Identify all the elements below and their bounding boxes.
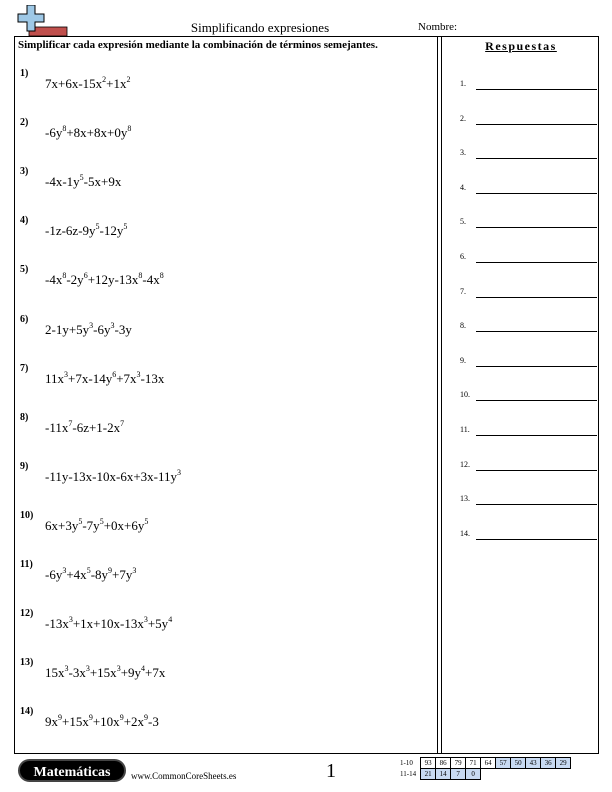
score-cell: 71: [466, 758, 481, 769]
worksheet-title: Simplificando expresiones: [190, 20, 330, 35]
problem-number: 10): [20, 509, 34, 521]
problem-expression: $-6y^8+8x+8x+0y^8$: [45, 124, 132, 141]
answer-blank[interactable]: [476, 89, 597, 90]
answer-line[interactable]: [460, 252, 597, 270]
answer-blank[interactable]: [476, 539, 597, 540]
answer-line[interactable]: [460, 390, 597, 408]
problem-number: 8): [20, 411, 29, 423]
subject-badge: Matemáticas: [18, 759, 126, 782]
answer-number: 1.: [460, 79, 466, 88]
answer-number: 13.: [460, 494, 470, 504]
answer-number: 7.: [460, 286, 466, 296]
score-cell: 29: [556, 758, 571, 769]
problem-expression: $-11x^7-6z+1-2x^7$: [45, 418, 125, 435]
problem-number: 7): [20, 362, 29, 374]
problem-expression: $-1z-6z-9y^5-12y^5$: [45, 222, 128, 239]
answers-heading: Respuestas: [485, 39, 557, 53]
problem-number: 3): [20, 166, 29, 178]
score-cell: 64: [481, 758, 496, 769]
score-cell: 57: [496, 758, 511, 769]
problem-number: 4): [20, 215, 29, 227]
answer-line[interactable]: [460, 425, 597, 443]
answer-number: 10.: [460, 390, 470, 400]
answer-line[interactable]: [460, 182, 597, 201]
problem-expression: $2-1y+5y^3-6y^3-3y$: [45, 320, 132, 337]
problem-expression: $-11y-13x-10x-6x+3x-11y^3$: [45, 467, 182, 484]
column-divider: [437, 36, 442, 754]
answer-line[interactable]: [460, 148, 597, 166]
answer-number: 12.: [460, 459, 470, 469]
answer-line[interactable]: [460, 494, 597, 512]
problem-expression: $-4x-1y^5-5x+9x$: [45, 173, 122, 190]
answer-blank[interactable]: [476, 366, 597, 367]
problem-number: 12): [20, 608, 34, 620]
answer-blank[interactable]: [476, 297, 597, 298]
score-cell: 79: [451, 758, 466, 769]
problem-number: 9): [20, 460, 29, 472]
answer-blank[interactable]: [476, 227, 597, 228]
answer-number: 6.: [460, 252, 466, 261]
answer-line[interactable]: [460, 355, 597, 374]
score-cell: 21: [421, 769, 436, 780]
answer-blank[interactable]: [476, 331, 597, 332]
score-row: [398, 758, 571, 769]
score-range-label: 11-14: [400, 770, 417, 778]
answer-line[interactable]: [460, 321, 597, 339]
answer-blank[interactable]: [476, 504, 597, 505]
answer-line[interactable]: [460, 113, 597, 132]
answer-blank[interactable]: [476, 470, 597, 471]
problem-expression: $15x^3-3x^3+15x^3+9y^4+7x$: [45, 664, 166, 681]
answer-blank[interactable]: [476, 158, 597, 159]
score-row: [398, 769, 571, 780]
name-label: Nombre:: [418, 21, 458, 33]
score-cell: 14: [436, 769, 451, 780]
answer-number: 3.: [460, 148, 466, 158]
answer-blank[interactable]: [476, 193, 597, 194]
score-cell: 50: [511, 758, 526, 769]
score-cell: 7: [451, 769, 466, 780]
answer-number: 9.: [460, 355, 466, 365]
answer-number: 8.: [460, 321, 466, 331]
problem-expression: $-6y^3+4x^5-8y^9+7y^3$: [45, 566, 137, 582]
problem-expression: $6x+3y^5-7y^5+0x+6y^5$: [45, 516, 149, 533]
problem-expression: $11x^3+7x-14y^6+7x^3-13x$: [45, 369, 165, 386]
problem-number: 14): [20, 706, 34, 718]
answer-line[interactable]: [460, 286, 597, 305]
answer-blank[interactable]: [476, 400, 597, 401]
answer-number: 2.: [460, 113, 466, 123]
problem-expression: $7x+6x-15x^2+1x^2$: [45, 75, 131, 91]
answer-blank[interactable]: [476, 124, 597, 125]
score-table: [398, 757, 571, 780]
answer-number: 4.: [460, 182, 466, 192]
problem-number: 5): [20, 264, 29, 276]
answer-line[interactable]: [460, 528, 597, 547]
site-url: www.CommonCoreSheets.es: [131, 771, 237, 781]
problem-number: 2): [20, 117, 29, 129]
instructions: Simplificar cada expresión mediante la combinación de términos semejantes.: [18, 39, 378, 51]
score-cell: 43: [526, 758, 541, 769]
problem-number: 6): [20, 313, 29, 325]
answer-line[interactable]: [460, 79, 597, 97]
page-number: 1: [326, 760, 336, 782]
score-cell: 93: [421, 758, 436, 769]
score-cell: 0: [466, 769, 481, 780]
answer-blank[interactable]: [476, 262, 597, 263]
answer-number: 14.: [460, 528, 470, 538]
score-cell: 36: [541, 758, 556, 769]
problem-number: 11): [20, 559, 33, 570]
answer-number: 5.: [460, 217, 466, 227]
score-range-label: 1-10: [400, 759, 413, 767]
answer-line[interactable]: [460, 459, 597, 478]
answer-number: 11.: [460, 425, 470, 434]
problem-number: 1): [20, 68, 29, 79]
problem-expression: $-4x^8-2y^6+12y-13x^8-4x^8$: [45, 271, 164, 288]
problem-expression: $-13x^3+1x+10x-13x^3+5y^4$: [45, 615, 173, 632]
problem-expression: $9x^9+15x^9+10x^9+2x^9-3$: [45, 713, 159, 730]
problem-number: 13): [20, 657, 34, 669]
answer-blank[interactable]: [476, 435, 597, 436]
answer-line[interactable]: [460, 217, 597, 235]
score-cell: 86: [436, 758, 451, 769]
